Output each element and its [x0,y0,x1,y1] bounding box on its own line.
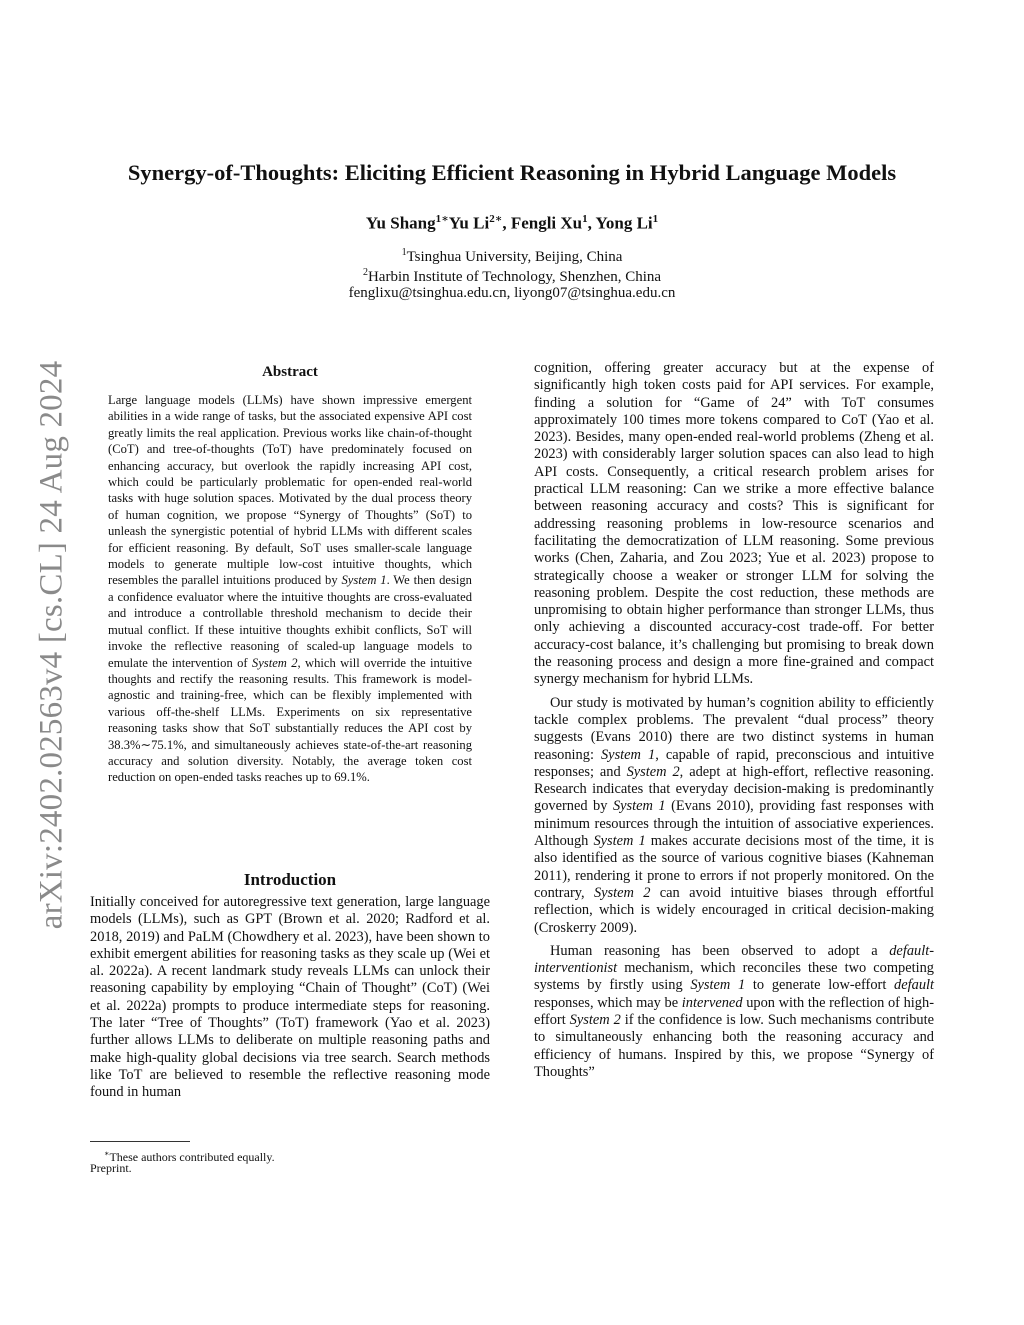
arxiv-identifier-stamp: arXiv:2402.02563v4 [cs.CL] 24 Aug 2024 [33,360,70,930]
author-affiliation-mark: 1∗ [435,213,449,225]
emphasis: System 2 [569,1011,621,1028]
author-affiliation-mark: 1 [652,213,659,225]
abstract-emphasis: System 1 [341,573,387,588]
emphasis: System 1 [612,798,666,815]
author-name: Yong Li [595,213,653,233]
text-run: makes accurate decisions most of the time, it is also identified as the source of various cognitive biases (Kahneman 2011), rendering it prone to errors if not properly monitored. On the contrary, [534,833,934,901]
footnote-preprint: Preprint. [90,1161,132,1175]
emphasis: intervened [681,994,743,1011]
text-run: Our study is motivated by human’s cognition ability to efficiently tackle complex problems. The prevalent “dual process” theory suggests (Evans 2010) there are two distinct systems in human reasoning: [534,694,934,763]
footnote-mark: ∗ [104,1149,110,1158]
author-name: Fengli Xu [510,213,583,233]
emphasis: System 2 [626,763,680,780]
author-affiliation-mark: 1 [582,213,588,225]
emphasis: System 2 [593,884,651,901]
author-list: Yu Shang$^{1∗}$Yu $Li^{2∗}$, Fengli Xu$^1$, Yong Li$^1$ [365,213,659,233]
abstract-emphasis: System 2 [251,655,298,670]
body-paragraph [534,943,934,1081]
abstract-text-part: Large language models (LLMs) have shown impressive emergent abilities in a wide range of tasks, but the associated expensive API cost greatly limits the real application. Previous works like chain-of-thought (CoT) and tree-of-thoughts (ToT) have predominately focused on enhancing accuracy, but overlook the rapidly increasing API cost, which could be particularly problematic for open-ended real-world tasks with huge solution spaces. Motivated by the dual process theory of human cognition, we propose “Synergy of Thoughts” (SoT) to unleash the synergistic potential of hybrid LLMs with different scales for efficient reasoning. By default, SoT uses smaller-scale language models to generate multiple low-cost intuitive thoughts, which resembles the parallel intuitions produced by [108,393,472,588]
affiliation-text: Tsinghua University, Beijing, China [406,249,623,265]
emphasis: default-interventionist [534,942,934,977]
abstract-heading: Abstract [262,364,318,380]
author-emails: fenglixu@tsinghua.edu.cn, liyong07@tsinghua.edu.cn [348,285,676,301]
text-run: if the confidence is low. Such mechanisms contribute to simultaneously enhancing both the reasoning accuracy and efficiency of humans. Inspired by this, we propose “Synergy of Thoughts” [534,1011,934,1080]
emphasis: System 1 [690,977,746,994]
right-column [534,360,934,1081]
author-name: Yu Li [448,213,490,233]
text-run: Human reasoning has been observed to adopt a [550,942,890,959]
affiliation-text: Harbin Institute of Technology, Shenzhen, China [367,269,662,285]
emphasis: default [894,977,935,994]
affiliation-mark: 1 [401,247,407,258]
abstract-text-part: , which will override the intuitive thoughts and rectify the reasoning results. This framework is model-agnostic and training-free, which can be flexibly implemented with various off-the-shelf LLMs. Experiments on six representative reasoning tasks show that SoT substantially reduces the API cost by 38.3%∼75.1%, and simultaneously achieves state-of-the-art reasoning accuracy and solution diversity. Notably, the average token cost reduction on open-ended tasks reaches up to 69.1%. [108,655,473,785]
introduction-paragraph: Initially conceived for autoregressive text generation, large language models (LLMs), such as GPT (Brown et al. 2020; Radford et al. 2018, 2019) and PaLM (Chowdhery et al. 2023), have been shown to exhibit emergent abilities for reasoning tasks as they scale up (Wei et al. 2022a). A recent landmark study reveals LLMs can unlock their reasoning capability by employing “Chain of Thought” (CoT) (Wei et al. 2022a) prompts to produce intermediate steps for reasoning. The later “Tree of Thoughts” (ToT) framework (Yao et al. 2023) further allows LLMs to deliberate on multiple reasoning paths and make high-quality global decisions via tree search. Search methods like ToT are believed to resemble the reflective reasoning mode found in human [90,894,490,1101]
emphasis: System 1 [593,833,646,850]
text-run: , adept at high-effort, reflective reasoning. Research indicates that everyday decision-making is predominantly governed by [534,763,934,815]
affiliation-mark: 2 [362,267,368,278]
text-run: , capable of rapid, preconscious and intuitive responses; and [534,746,934,780]
abstract-text [108,392,472,786]
text-run: to generate low-effort [745,977,895,994]
text-run: responses, which may be [534,994,682,1011]
body-paragraph [534,695,934,937]
text-run: can avoid intuitive biases through effortful reflection, which is widely encouraged in critical decision-making (Croskerry 2009). [534,884,934,936]
abstract-text-part: . We then design a confidence evaluator where the intuitive thoughts are cross-evaluated and introduce a controllable threshold mechanism to decide their mutual conflict. If these intuitive thoughts exhibit conflicts, SoT will invoke the reflective reasoning of scaled-up language models to emulate the intervention of [108,573,472,670]
text-run: mechanism, which reconciles these two competing systems by firstly using [534,960,934,994]
author-affiliation-mark: 2∗ [489,213,503,225]
text-run: (Evans 2010), providing fast responses with minimum resources through the intuition of associative experiences. Although [534,798,934,850]
footnote-text: These authors contributed equally. [109,1150,275,1164]
body-paragraph: cognition, offering greater accuracy but at the expense of significantly high token costs paid for API services. For example, finding a solution for “Game of 24” with ToT consumes approximately 100 times more tokens compared to CoT (Yao et al. 2023). Besides, many open-ended real-world problems (Zheng et al. 2023) with considerably larger solution spaces can also lead to high API costs. Consequently, a critical research problem arises for practical LLM reasoning: Can we strike a more effective balance between reasoning accuracy and costs? This is significant for addressing reasoning problems in low-resource scenarios and facilitating the democratization of LLM reasoning. Some previous works (Chen, Zaharia, and Zou 2023; Yue et al. 2023) propose to strategically choose a weaker or stronger LLM for solving the reasoning problem. Despite the cost reduction, these methods are unpromising to obtain higher performance than stronger LLMs, thus only achieving a discounted accuracy-cost trade-off. For better accuracy-cost balance, it’s challenging but promising to break down the reasoning process and design a more fine-grained and compact synergy mechanism for hybrid LLMs. [534,360,934,688]
paper-title: Synergy-of-Thoughts: Eliciting Efficient Reasoning in Hybrid Language Models [127,160,897,185]
footnote-divider [90,1141,190,1142]
author-name: Yu Shang [365,213,436,233]
text-run: upon with the reflection of high-effort [534,994,934,1028]
introduction-heading: Introduction [243,870,337,889]
emphasis: System 1 [600,746,656,763]
